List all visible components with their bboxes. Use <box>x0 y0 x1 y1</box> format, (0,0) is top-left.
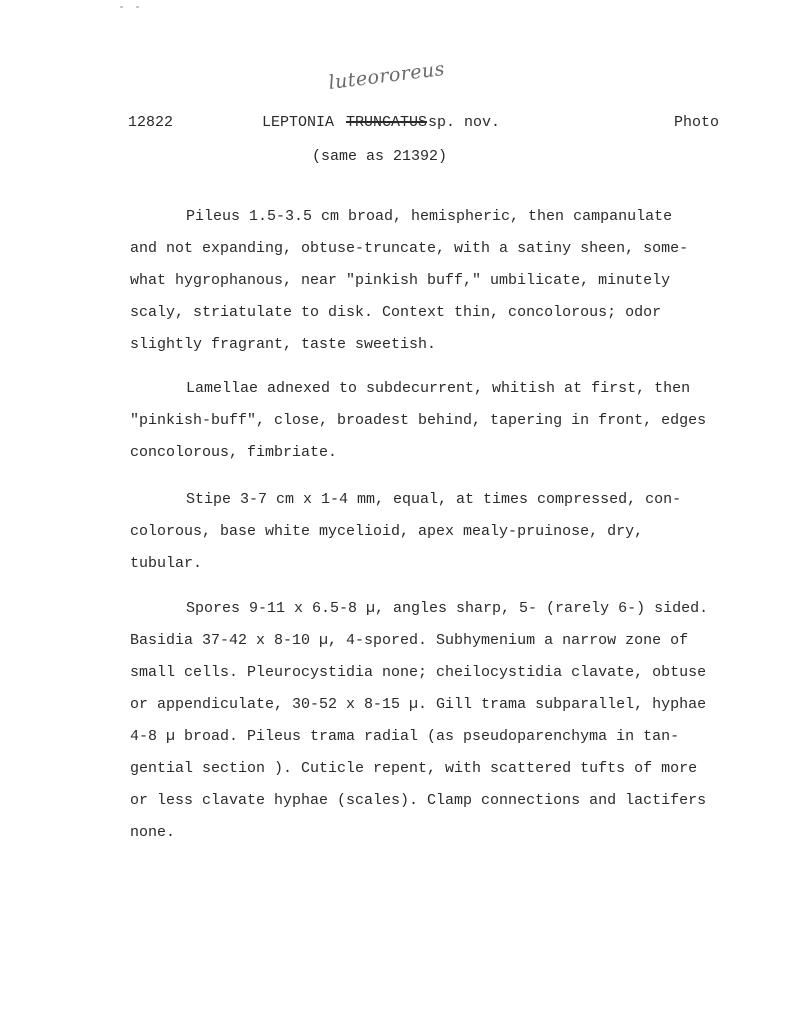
paragraph-line: gential section ). Cuticle repent, with scattered tufts of more <box>130 760 698 777</box>
paragraph-line: Pileus 1.5-3.5 cm broad, hemispheric, then campanulate <box>186 208 673 225</box>
paragraph-line: Spores 9-11 x 6.5-8 µ, angles sharp, 5- (rarely 6-) sided. <box>186 600 709 617</box>
paragraph-line: or appendiculate, 30-52 x 8-15 µ. Gill trama subparallel, hyphae <box>130 696 707 713</box>
paragraph-line: colorous, base white mycelioid, apex mealy-pruinose, dry, <box>130 523 644 540</box>
spores-paragraph <box>130 593 750 849</box>
paragraph-line: concolorous, fimbriate. <box>130 444 338 461</box>
title-struck-epithet: TRUNCATUS <box>346 114 428 131</box>
paragraph-line: none. <box>130 824 176 841</box>
photo-label: Photo <box>674 114 720 131</box>
paragraph-line: scaly, striatulate to disk. Context thin, concolorous; odor <box>130 304 662 321</box>
title-species-status: sp. nov. <box>428 114 501 131</box>
title-genus: LEPTONIA <box>262 114 335 131</box>
paragraph-line: 4-8 µ broad. Pileus trama radial (as pseudoparenchyma in tan- <box>130 728 680 745</box>
same-as-reference: (same as 21392) <box>312 148 448 165</box>
scan-speck <box>120 6 123 8</box>
paragraph-line: "pinkish-buff", close, broadest behind, tapering in front, edges <box>130 412 707 429</box>
paragraph-line: and not expanding, obtuse-truncate, with a satiny sheen, some- <box>130 240 689 257</box>
paragraph-line: small cells. Pleurocystidia none; cheilocystidia clavate, obtuse <box>130 664 707 681</box>
handwritten-epithet: luteororeus <box>327 57 447 94</box>
pileus-paragraph <box>130 201 750 361</box>
stipe-paragraph <box>130 484 750 580</box>
catalog-number: 12822 <box>128 114 174 131</box>
paragraph-line: or less clavate hyphae (scales). Clamp connections and lactifers <box>130 792 707 809</box>
paragraph-line: slightly fragrant, taste sweetish. <box>130 336 437 353</box>
paragraph-line: what hygrophanous, near "pinkish buff," umbilicate, minutely <box>130 272 671 289</box>
paragraph-line: Stipe 3-7 cm x 1-4 mm, equal, at times compressed, con- <box>186 491 682 508</box>
scan-speck <box>136 6 139 8</box>
lamellae-paragraph <box>130 373 750 469</box>
paragraph-line: Basidia 37-42 x 8-10 µ, 4-spored. Subhymenium a narrow zone of <box>130 632 689 649</box>
paragraph-line: tubular. <box>130 555 203 572</box>
paragraph-line: Lamellae adnexed to subdecurrent, whitish at first, then <box>186 380 691 397</box>
